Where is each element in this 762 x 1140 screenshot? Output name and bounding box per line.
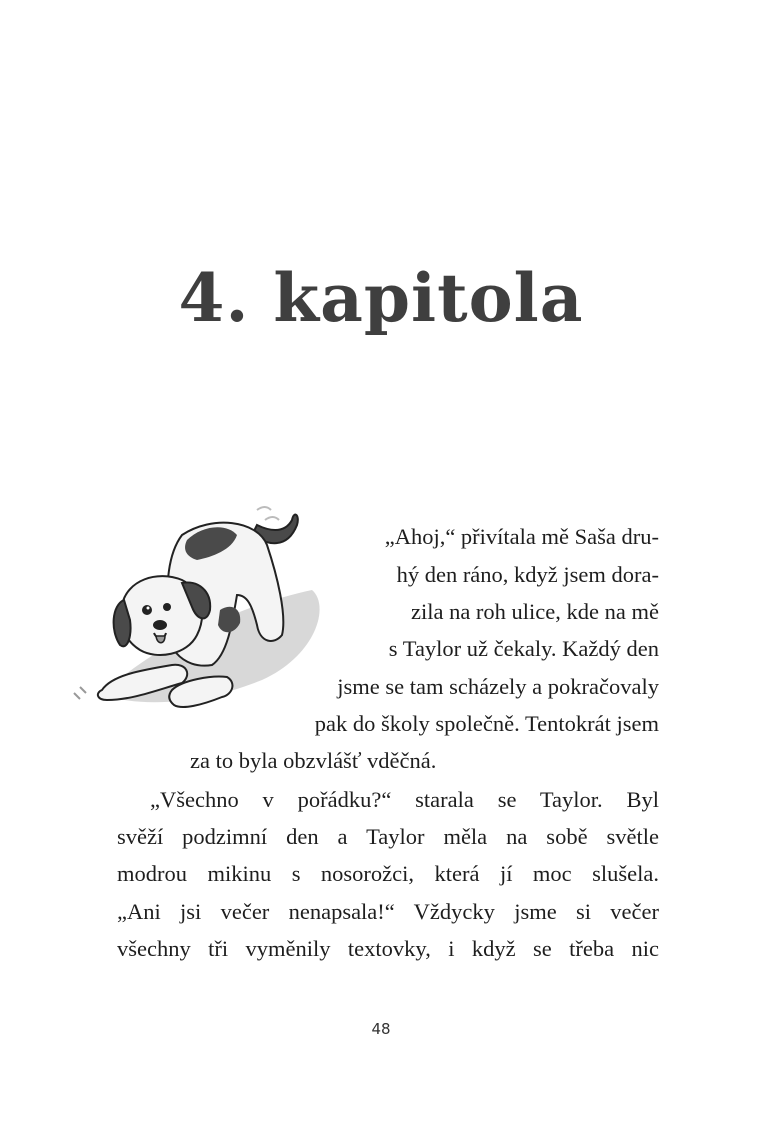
text-line (0, 818, 762, 855)
text-line-content: svěží podzimní den a Taylor měla na sobě světle (117, 824, 659, 849)
chapter-title: 4. kapitola (178, 259, 584, 337)
text-line-content: modrou mikinu s nosorožci, která jí moc slušela. (117, 861, 659, 886)
text-line-content: všechny tři vyměnily textovky, i když se třeba nic (117, 936, 659, 961)
text-line (0, 593, 762, 630)
text-line (0, 518, 762, 555)
text-line-content: jsme se tam scházely a pokračovaly (337, 674, 659, 699)
page-number: 48 (371, 1020, 391, 1038)
text-line-content: „Ahoj,“ přivítala mě Saša dru- (384, 524, 659, 549)
text-line-content: hý den ráno, když jsem dora- (396, 562, 659, 587)
text-line-content: pak do školy společně. Tentokrát jsem (314, 711, 659, 736)
text-line (0, 705, 762, 742)
text-line-content: „Všechno v pořádku?“ starala se Taylor. Byl (150, 787, 659, 812)
text-line-content: s Taylor už čekaly. Každý den (388, 636, 659, 661)
text-line-content: zila na roh ulice, kde na mě (410, 599, 659, 624)
text-line-content: „Ani jsi večer nenapsala!“ Vždycky jsme si večer (117, 899, 659, 924)
text-line (0, 742, 762, 779)
text-line (0, 668, 762, 705)
text-line (0, 930, 762, 967)
text-line (0, 893, 762, 930)
text-line (0, 556, 762, 593)
text-line (0, 781, 762, 818)
text-line (0, 855, 762, 892)
text-line-content: za to byla obzvlášť vděčná. (190, 748, 437, 773)
text-line (0, 630, 762, 667)
